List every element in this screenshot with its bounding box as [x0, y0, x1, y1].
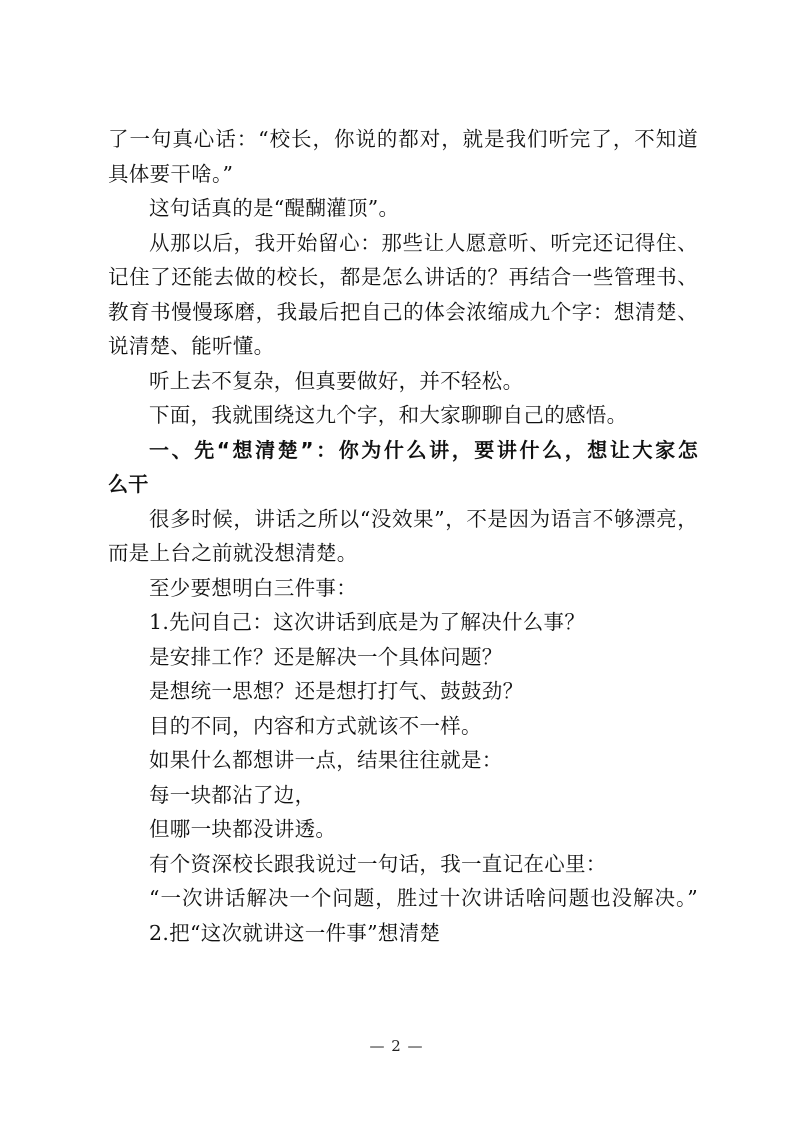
- paragraph-line: 有个资深校长跟我说过一句话，我一直记在心里：: [149, 851, 607, 876]
- paragraph-line: 如果什么都想讲一点，结果往往就是：: [149, 748, 503, 772]
- paragraph-line: 听上去不复杂，但真要做好，并不轻松。: [149, 368, 524, 393]
- paragraph-line: “一次讲话解决一个问题，胜过十次讲话啥问题也没解决。”: [149, 886, 698, 910]
- paragraph-line: 从那以后，我开始留心：那些让人愿意听、听完还记得住、: [149, 230, 698, 255]
- paragraph-line: 记住了还能去做的校长，都是怎么讲话的？再结合一些管理书、: [108, 265, 698, 289]
- paragraph-line: 下面，我就围绕这九个字，和大家聊聊自己的感悟。: [149, 403, 628, 427]
- paragraph-line: 至少要想明白三件事：: [149, 575, 357, 600]
- paragraph-line: 是想统一思想？还是想打打气、鼓鼓劲？: [149, 679, 524, 703]
- paragraph-line: 具体要干啥。”: [108, 161, 234, 186]
- section-heading-line: 么干: [108, 472, 149, 496]
- paragraph-line: 每一块都沾了边，: [149, 782, 316, 807]
- paragraph-line: 1.先问自己：这次讲话到底是为了解决什么事？: [149, 610, 586, 634]
- paragraph-line: 说清楚、能听懂。: [108, 334, 275, 358]
- paragraph-line: 而是上台之前就没想清楚。: [108, 541, 358, 565]
- paragraph-line: 是安排工作？还是解决一个具体问题？: [149, 644, 503, 669]
- paragraph-line: 教育书慢慢琢磨，我最后把自己的体会浓缩成九个字：想清楚、: [108, 299, 698, 324]
- page-number: — 2 —: [369, 1037, 424, 1055]
- paragraph-line: 2.把“这次就讲这一件事”想清楚: [149, 920, 441, 945]
- paragraph-line: 目的不同，内容和方式就该不一样。: [149, 713, 482, 738]
- paragraph-line: 但哪一块都没讲透。: [149, 817, 337, 841]
- paragraph-line: 很多时候，讲话之所以“没效果”，不是因为语言不够漂亮，: [149, 506, 698, 531]
- paragraph-line: 这句话真的是“醍醐灌顶”。: [149, 196, 400, 220]
- section-heading-line: 一、先“想清楚”：你为什么讲，要讲什么，想让大家怎: [149, 437, 698, 462]
- document-body: [108, 122, 698, 950]
- paragraph-line: 了一句真心话：“校长，你说的都对，就是我们听完了，不知道: [108, 127, 698, 151]
